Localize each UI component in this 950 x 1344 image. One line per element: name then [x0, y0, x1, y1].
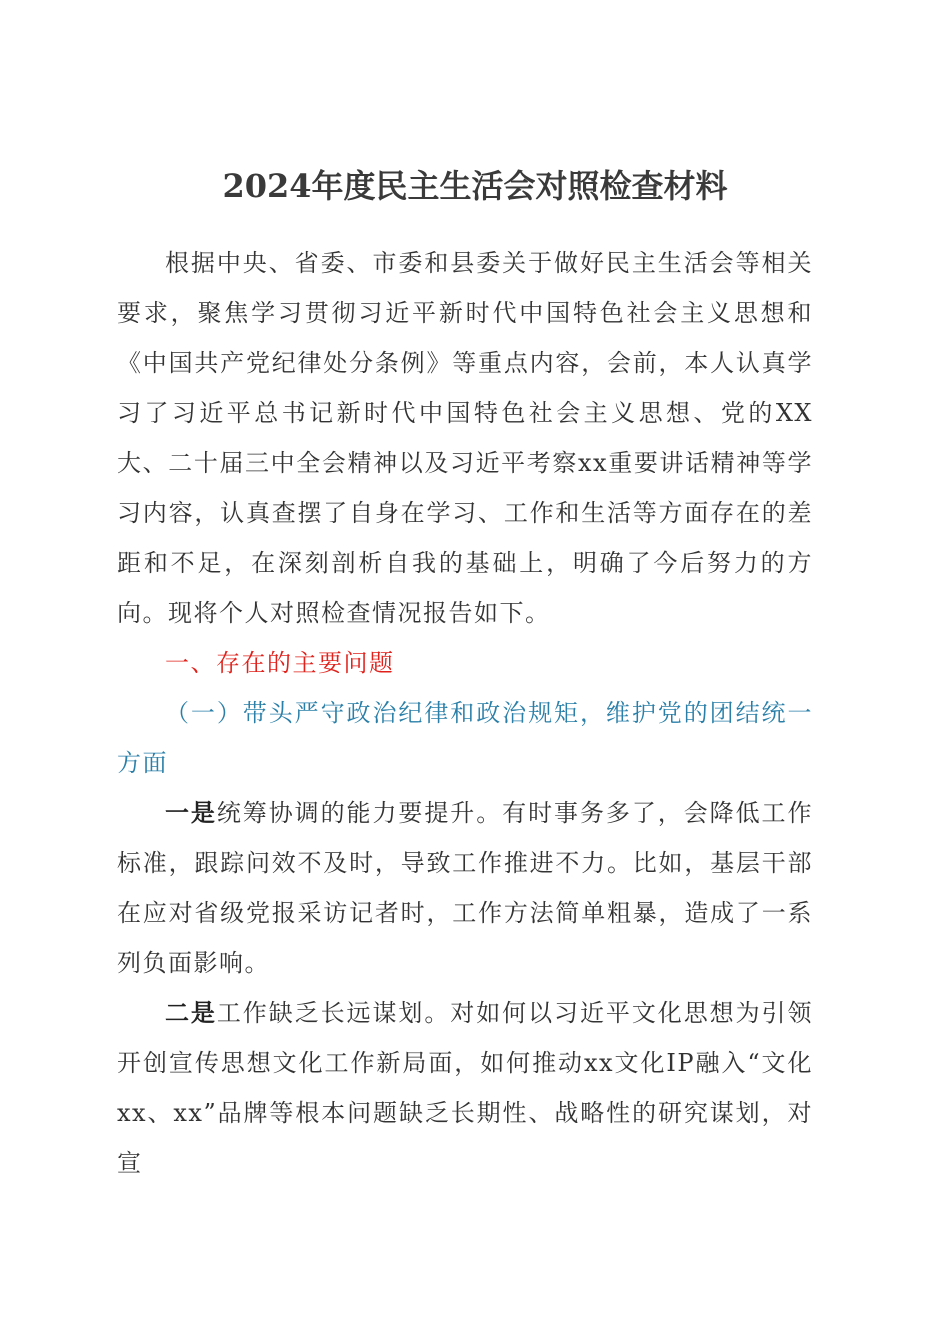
point-2-text: 工作缺乏长远谋划。对如何以习近平文化思想为引领开创宣传思想文化工作新局面，如何推动xx文化IP融入“文化xx、xx”品牌等根本问题缺乏长期性、战略性的研究谋划，对宣	[117, 999, 813, 1177]
point-2-lead: 二是	[165, 999, 217, 1027]
document-body	[117, 238, 813, 1188]
document-title: 2024年度民主生活会对照检查材料	[222, 167, 728, 205]
point-paragraph-1	[117, 788, 813, 988]
point-paragraph-2	[117, 988, 813, 1188]
intro-paragraph: 根据中央、省委、市委和县委关于做好民主生活会等相关要求，聚焦学习贯彻习近平新时代中国特色社会主义思想和《中国共产党纪律处分条例》等重点内容，会前，本人认真学习了习近平总书记新时代中国特色社会主义思想、党的XX大、二十届三中全会精神以及习近平考察xx重要讲话精神等学习内容，认真查摆了自身在学习、工作和生活等方面存在的差距和不足，在深刻剖析自我的基础上，明确了今后努力的方向。现将个人对照检查情况报告如下。	[117, 249, 813, 627]
point-1-text: 统筹协调的能力要提升。有时事务多了，会降低工作标准，跟踪问效不及时，导致工作推进不力。比如，基层干部在应对省级党报采访记者时，工作方法简单粗暴，造成了一系列负面影响。	[117, 799, 813, 977]
point-1-lead: 一是	[165, 799, 217, 827]
section-heading-main-problems: 一、存在的主要问题	[165, 649, 395, 677]
subsection-heading-political-discipline: （一）带头严守政治纪律和政治规矩，维护党的团结统一方面	[117, 699, 813, 777]
